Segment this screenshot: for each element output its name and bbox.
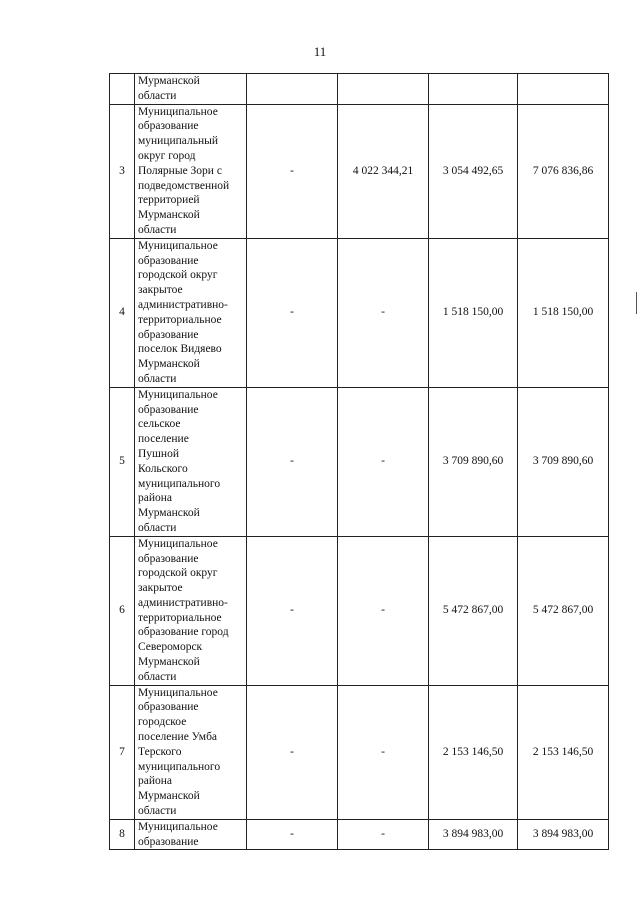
municipality-name-cell [135, 685, 247, 819]
municipality-name-line: городской округ [138, 269, 218, 282]
municipality-name-cell [135, 238, 247, 387]
municipality-name-line: образование [138, 835, 199, 848]
municipality-name-line: образование [138, 701, 199, 714]
table-row [110, 387, 609, 536]
amount-cell-v3: 1 518 150,00 [429, 238, 518, 387]
municipality-name-line: муниципальный [138, 135, 219, 148]
municipality-name-cell [135, 104, 247, 238]
amount-cell-v3: 5 472 867,00 [429, 536, 518, 685]
municipality-name-line: Мурманской [138, 507, 200, 520]
municipality-name-cell [135, 387, 247, 536]
amount-cell-v3: 2 153 146,50 [429, 685, 518, 819]
municipality-name-line: административно- [138, 298, 228, 311]
municipality-name-line: образование [138, 120, 199, 133]
municipality-name-line: закрытое [138, 284, 183, 297]
municipality-name-line: района [138, 492, 173, 505]
row-number-cell: 5 [110, 387, 135, 536]
row-number-cell: 6 [110, 536, 135, 685]
amount-cell-v4: 1 518 150,00 [518, 238, 609, 387]
municipality-name-line: территориальное [138, 313, 222, 326]
amount-cell-v2: - [338, 685, 429, 819]
municipality-name-line: Пушной [138, 447, 179, 460]
municipality-name-line: территориальное [138, 611, 222, 624]
municipality-name-line: Муниципальное [138, 537, 218, 550]
municipality-name-line: образование [138, 403, 199, 416]
amount-cell-v1: - [247, 387, 338, 536]
table-row [110, 685, 609, 819]
row-number-cell: 8 [110, 819, 135, 850]
municipality-name-line: Мурманской [138, 209, 200, 222]
amount-cell-v2: - [338, 238, 429, 387]
municipality-name-line: образование [138, 552, 199, 565]
municipality-name-line: Мурманской [138, 656, 200, 669]
municipality-name-line: Мурманской [138, 358, 200, 371]
amount-cell-v1: - [247, 685, 338, 819]
amount-cell-v4: 3 894 983,00 [518, 819, 609, 850]
amount-cell-v2: 4 022 344,21 [338, 104, 429, 238]
table-row [110, 74, 609, 105]
amount-cell-v1: - [247, 238, 338, 387]
table-row [110, 104, 609, 238]
amount-cell-v3 [429, 74, 518, 105]
municipality-name-line: Муниципальное [138, 388, 218, 401]
municipality-name-line: Терского [138, 745, 182, 758]
municipality-name-line: сельское [138, 418, 181, 431]
amount-cell-v3: 3 054 492,65 [429, 104, 518, 238]
municipality-name-cell [135, 819, 247, 850]
municipality-name-line: области [138, 521, 177, 534]
municipality-name-cell [135, 74, 247, 105]
table-row [110, 536, 609, 685]
amount-cell-v4 [518, 74, 609, 105]
municipality-name-line: городское [138, 716, 187, 729]
amount-cell-v1: - [247, 819, 338, 850]
municipality-name-line: закрытое [138, 582, 183, 595]
municipality-name-line: подведомственной [138, 179, 230, 192]
municipality-name-line: области [138, 805, 177, 818]
municipality-name-line: поселение Умба [138, 731, 218, 744]
municipality-name-line: муниципального [138, 477, 221, 490]
row-number-cell [110, 74, 135, 105]
municipality-name-line: области [138, 372, 177, 385]
municipality-name-line: Муниципальное [138, 686, 218, 699]
municipality-name-line: поселение [138, 433, 189, 446]
municipality-name-line: территорией [138, 194, 200, 207]
municipality-name-line: образование [138, 328, 199, 341]
municipality-name-line: Мурманской [138, 790, 200, 803]
municipality-name-line: округ город [138, 149, 196, 162]
amount-cell-v3: 3 709 890,60 [429, 387, 518, 536]
municipality-name-line: образование город [138, 626, 229, 639]
table-body [110, 74, 609, 850]
amount-cell-v3: 3 894 983,00 [429, 819, 518, 850]
amount-cell-v1: - [247, 536, 338, 685]
municipality-name-line: Кольского [138, 462, 188, 475]
municipality-name-line: Муниципальное [138, 820, 218, 833]
amount-cell-v4: 3 709 890,60 [518, 387, 609, 536]
scan-edge-mark [636, 292, 637, 314]
municipality-name-line: области [138, 89, 177, 102]
amount-cell-v4: 5 472 867,00 [518, 536, 609, 685]
municipality-name-line: образование [138, 254, 199, 267]
amount-cell-v2: - [338, 536, 429, 685]
amount-cell-v2: - [338, 387, 429, 536]
amount-cell-v2: - [338, 819, 429, 850]
municipality-name-cell [135, 536, 247, 685]
amount-cell-v4: 7 076 836,86 [518, 104, 609, 238]
row-number-cell: 3 [110, 104, 135, 238]
municipality-name-line: области [138, 223, 177, 236]
municipality-name-line: района [138, 775, 173, 788]
allocation-table [109, 73, 609, 850]
municipality-name-line: Полярные Зори с [138, 164, 222, 177]
row-number-cell: 7 [110, 685, 135, 819]
municipality-name-line: области [138, 670, 177, 683]
amount-cell-v1: - [247, 104, 338, 238]
municipality-name-line: городской округ [138, 567, 218, 580]
municipality-name-line: Муниципальное [138, 105, 218, 118]
table-row [110, 819, 609, 850]
municipality-name-line: Североморск [138, 641, 203, 654]
municipality-name-line: административно- [138, 596, 228, 609]
municipality-name-line: Мурманской [138, 75, 200, 87]
amount-cell-v2 [338, 74, 429, 105]
amount-cell-v1 [247, 74, 338, 105]
amount-cell-v4: 2 153 146,50 [518, 685, 609, 819]
table-row [110, 238, 609, 387]
row-number-cell: 4 [110, 238, 135, 387]
municipality-name-line: поселок Видяево [138, 343, 222, 356]
page-number: 11 [313, 44, 327, 59]
municipality-name-line: Муниципальное [138, 239, 218, 252]
municipality-name-line: муниципального [138, 760, 221, 773]
